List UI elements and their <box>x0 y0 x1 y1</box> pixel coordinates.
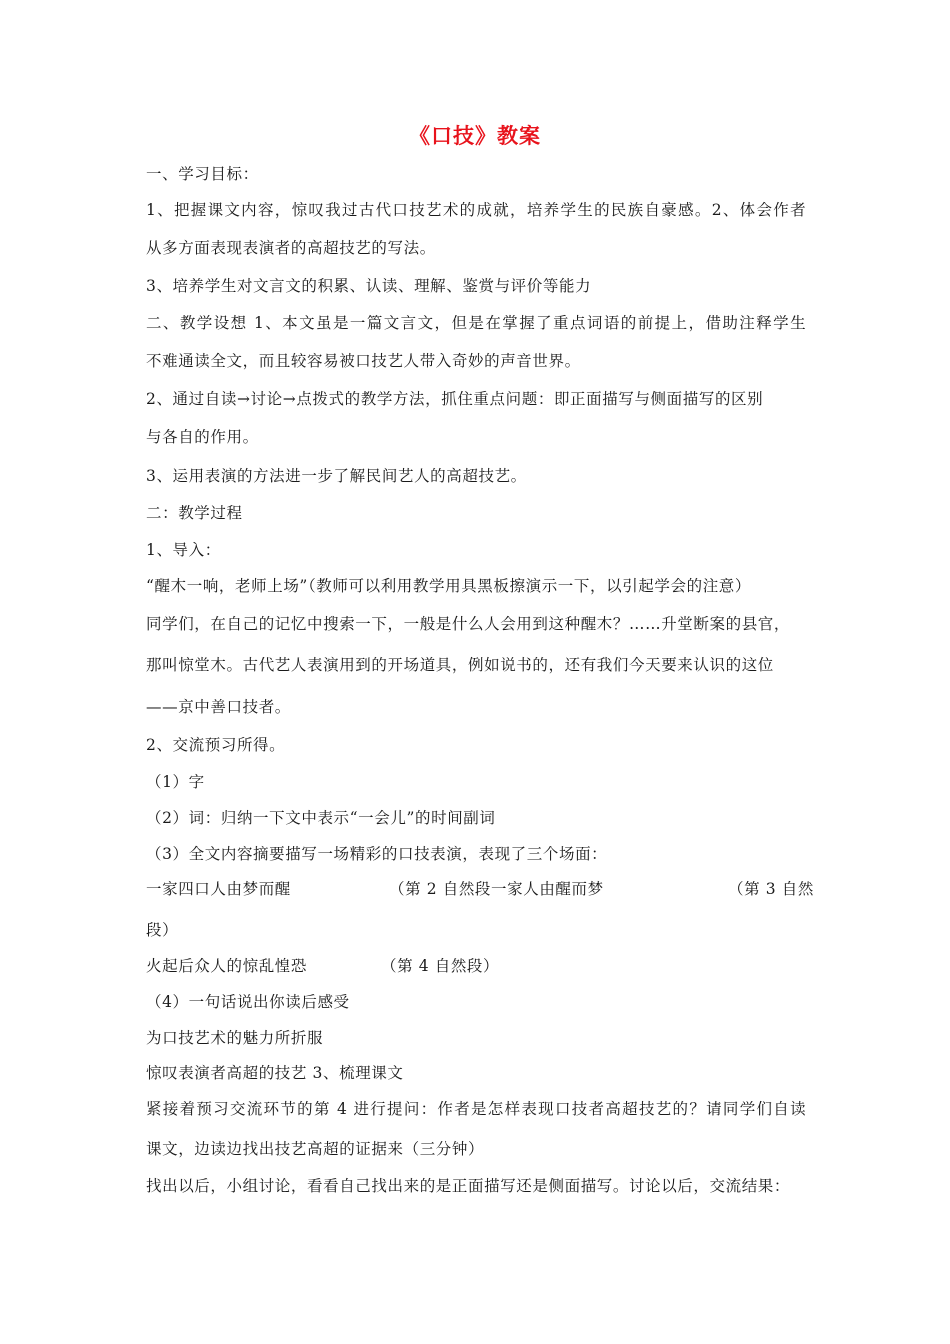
paragraph-line: 段） <box>146 921 179 939</box>
list-item: （3）全文内容摘要描写一场精彩的口技表演，表现了三个场面： <box>146 845 608 863</box>
paragraph-line: 课文，边读边找出技艺高超的证据来（三分钟） <box>146 1140 485 1158</box>
paragraph-line: 3、培养学生对文言文的积累、认读、理解、鉴赏与评价等能力 <box>146 277 592 295</box>
paragraph-line: 从多方面表现表演者的高超技艺的写法。 <box>146 239 436 257</box>
paragraph-line: 为口技艺术的魅力所折服 <box>146 1029 324 1047</box>
paragraph-line: 那叫惊堂木。古代艺人表演用到的开场道具，例如说书的，还有我们今天要来认识的这位 <box>146 656 774 674</box>
section-heading-process: 二：教学过程 <box>146 504 243 522</box>
paragraph-line: 找出以后，小组讨论，看看自己找出来的是正面描写还是侧面描写。讨论以后，交流结果： <box>146 1177 791 1195</box>
scene-4-label: （第 4 自然段） <box>381 957 500 975</box>
list-item: （1）字 <box>146 773 205 791</box>
scene-4: 火起后众人的惊乱惶恐 <box>146 957 308 975</box>
paragraph-line: 同学们，在自己的记忆中搜索一下，一般是什么人会用到这种醒木？……升堂断案的县官， <box>146 615 791 633</box>
paragraph-line: 惊叹表演者高超的技艺 3、梳理课文 <box>146 1064 404 1082</box>
list-item: （4）一句话说出你读后感受 <box>146 993 350 1011</box>
scene-1: 一家四口人由梦而醒 <box>146 880 291 898</box>
list-item: （2）词：归纳一下文中表示“一会儿”的时间副词 <box>146 809 496 827</box>
page-title: 《口技》教案 <box>409 124 541 148</box>
subheading-intro: 1、导入： <box>146 541 221 559</box>
paragraph-line: 紧接着预习交流环节的第 4 进行提问：作者是怎样表现口技者高超技艺的？请同学们自读 <box>146 1100 806 1118</box>
paragraph-line: ——京中善口技者。 <box>146 698 291 716</box>
paragraph-line: 不难通读全文，而且较容易被口技艺人带入奇妙的声音世界。 <box>146 352 581 370</box>
paragraph-line: “醒木一响，老师上场”（教师可以利用教学用具黑板擦演示一下，以引起学会的注意） <box>146 577 752 595</box>
scene-row <box>146 879 814 899</box>
section-heading-objectives: 一、学习目标： <box>146 165 259 183</box>
subheading-preview: 2、交流预习所得。 <box>146 736 286 754</box>
scene-row <box>146 956 499 976</box>
scene-3: （第 3 自然 <box>728 880 814 898</box>
paragraph-line: 2、通过自读→讨论→点拨式的教学方法，抓住重点问题：即正面描写与侧面描写的区别 <box>146 390 764 408</box>
paragraph-line: 1、把握课文内容，惊叹我过古代口技艺术的成就，培养学生的民族自豪感。2、体会作者 <box>146 201 806 219</box>
section-heading-design: 二、教学设想 1、本文虽是一篇文言文，但是在掌握了重点词语的前提上，借助注释学生 <box>146 314 806 332</box>
paragraph-line: 3、运用表演的方法进一步了解民间艺人的高超技艺。 <box>146 467 527 485</box>
paragraph-line: 与各自的作用。 <box>146 428 259 446</box>
scene-2: （第 2 自然段一家人由醒而梦 <box>389 880 604 898</box>
